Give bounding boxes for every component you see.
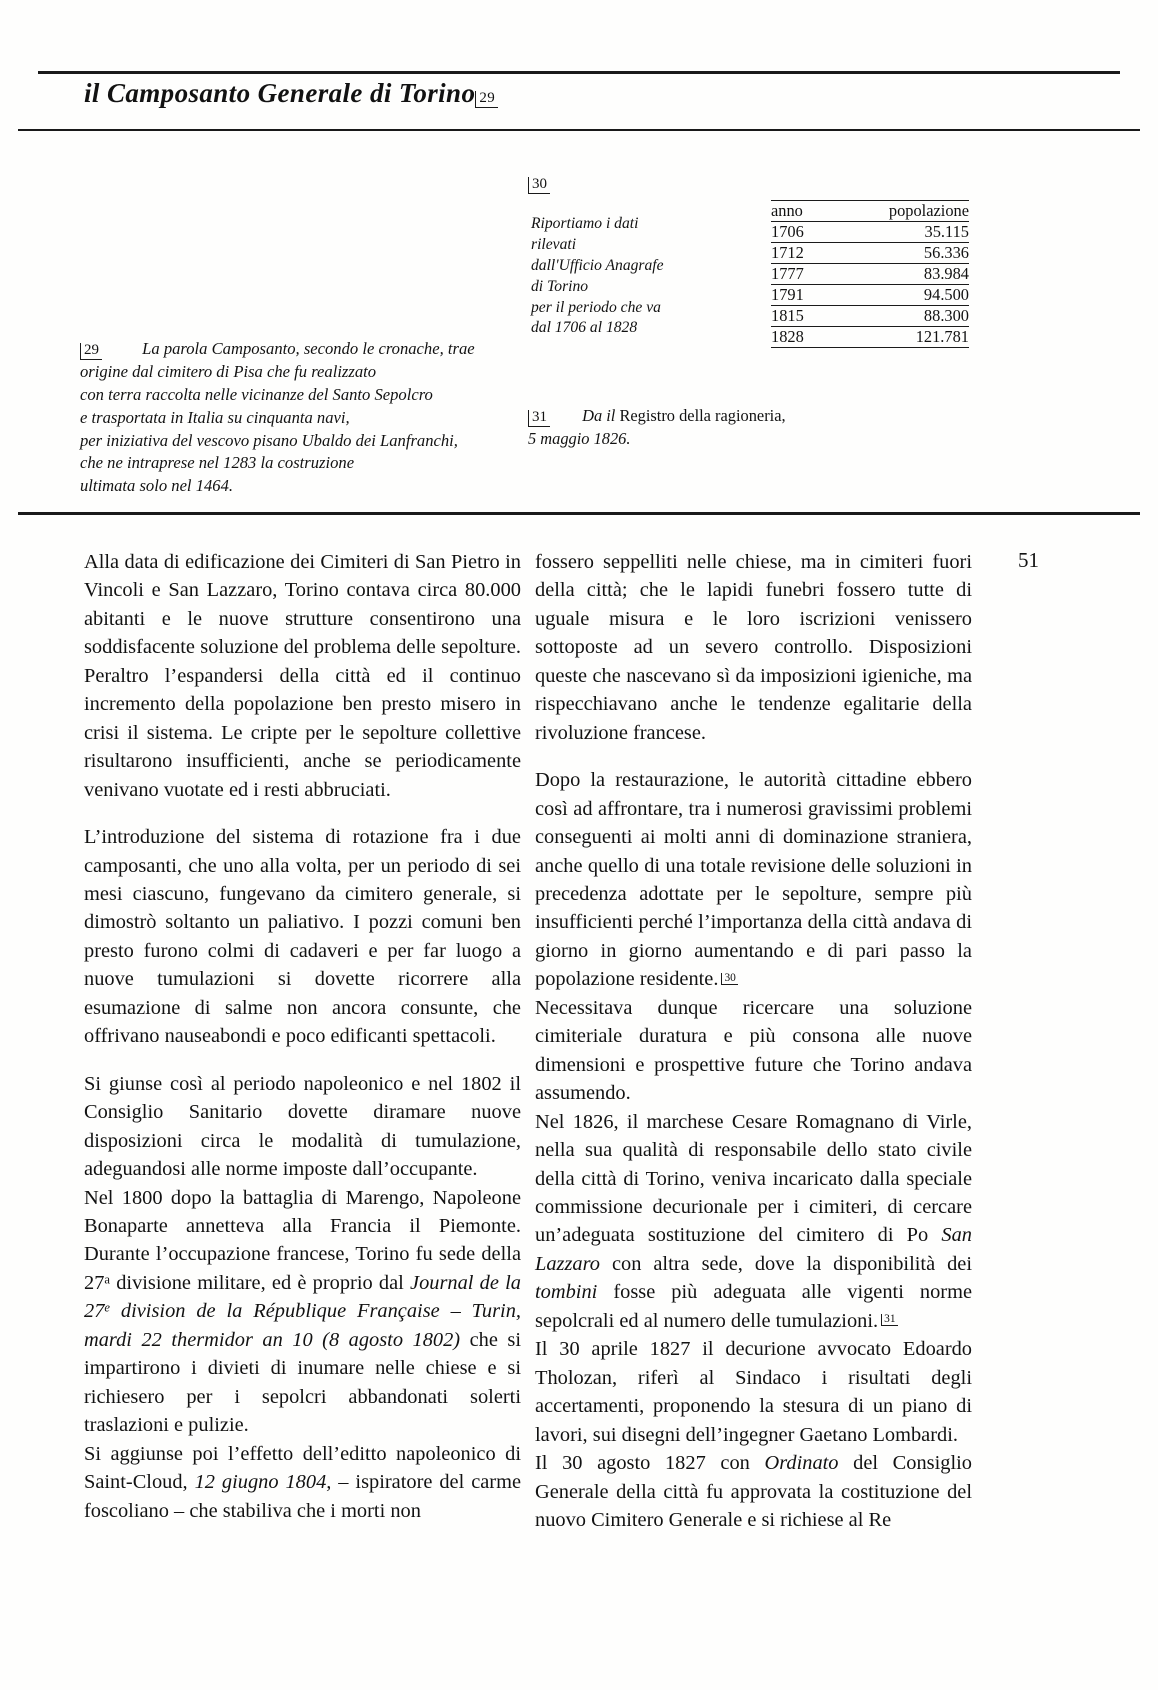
saintcloud-pre: Si aggiunse poi l’effetto dell’editto napoleonico di Saint-Cloud, — [84, 1442, 521, 1494]
table-header-row — [771, 201, 969, 222]
paragraph: Alla data di edificazione dei Cimiteri di San Pietro in Vincoli e San Lazzaro, Torino contava circa 80.000 abitanti e le nuove strutture consentirono una soddisfacente soluzione del problema delle sepolture. Peraltro l’espandersi della città ed il continuo incremento della popolazione ben presto misero in crisi il sistema. Le cripte per le sepolture collettive risultarono insufficienti, anche se periodicamente venivano vuotate ed i resti abbruciati. — [84, 551, 521, 801]
cell-popolazione: 121.781 — [828, 327, 969, 348]
table-row — [771, 306, 969, 327]
table-col-anno: anno — [771, 201, 828, 222]
paragraph-tholozan: Il 30 aprile 1827 il decurione avvocato Edoardo Tholozan, riferì al Sindaco i risultati degli accertamenti, proponendo la stesura di un piano di lavori, sui disegni dell’ingegner Gaetano Lombardi. — [535, 1338, 972, 1446]
note-reference-30: 30 — [721, 973, 737, 985]
header-rule-bottom — [18, 129, 1140, 131]
footnote-31 — [528, 405, 928, 450]
cell-anno: 1777 — [771, 264, 828, 285]
romagnano-mid: con altra sede, dove la disponibilità dei — [599, 1252, 972, 1275]
footnote-29-line-4: e trasportata in Italia su cinquanta navi, — [80, 407, 350, 427]
footnote-30-line-1: Riportiamo i dati — [531, 215, 639, 232]
footnote-31-rest: Registro della ragioneria, — [615, 406, 786, 425]
ordinato-italic: Ordinato — [764, 1452, 839, 1475]
running-head-title: il Camposanto Generale di Torino — [84, 78, 476, 108]
footnote-30-line-2: rilevati — [531, 235, 577, 253]
ordinato-post: del Consiglio Generale della città fu approvata la costituzione del nuovo Cimitero Generale e si richiese al Re — [535, 1452, 972, 1531]
footnote-31-line-2: 5 maggio 1826. — [528, 428, 631, 448]
paragraph-saint-cloud — [84, 1440, 521, 1525]
table-row — [771, 243, 969, 264]
cell-anno: 1706 — [771, 222, 828, 243]
table-row — [771, 222, 969, 243]
note-reference-31: 31 — [881, 1314, 897, 1326]
body-separator-rule — [18, 512, 1140, 515]
cell-anno: 1712 — [771, 243, 828, 264]
paragraph-marengo — [84, 1184, 521, 1440]
cell-popolazione: 83.984 — [828, 264, 969, 285]
paragraph-necessitava: Necessitava dunque ricercare una soluzione cimiteriale duratura e più consona alle nuove dimensioni e prospettive future che Torino andava assumendo. — [535, 996, 972, 1105]
romagnano-post: fosse più adeguata alle vigenti norme sepolcrali ed al numero delle tumulazioni. — [535, 1281, 972, 1332]
footnote-31-lead: Da il — [582, 406, 616, 425]
marengo-sup-a: a — [104, 1272, 110, 1287]
footnote-30-line-4: di Torino — [531, 277, 589, 295]
cell-popolazione: 35.115 — [828, 222, 969, 243]
marengo-sup-e: e — [104, 1300, 110, 1315]
table-row — [771, 327, 969, 348]
footnote-30-marker: 30 — [528, 177, 550, 194]
body-column-left — [84, 548, 521, 1544]
header-rule-top — [38, 71, 1120, 74]
marengo-pre: Nel 1800 dopo la battaglia di Marengo, Napoleone Bonaparte annetteva alla Francia il Piemonte. Durante l’occupazione francese, Torino fu sede della 27 — [84, 1186, 521, 1294]
running-head — [84, 78, 498, 109]
paragraph-restaurazione — [535, 766, 972, 994]
note-reference-29-head: 29 — [475, 91, 498, 108]
footnote-30 — [531, 214, 761, 339]
romagnano-italic-san-lazzaro: San Lazzaro — [535, 1224, 972, 1275]
table-row — [771, 285, 969, 306]
romagnano-italic-tombini: tombini — [535, 1281, 598, 1304]
table-col-popolazione: popolazione — [828, 201, 969, 222]
footnote-29-line-2: origine dal cimitero di Pisa che fu realizzato — [80, 361, 377, 381]
footnote-29-line-3: con terra raccolta nelle vicinanze del Santo Sepolcro — [80, 384, 433, 404]
footnote-29-marker: 29 — [80, 343, 102, 360]
saintcloud-post: – ispiratore del carme foscoliano – che stabiliva che i morti non — [84, 1471, 521, 1522]
paragraph: L’introduzione del sistema di rotazione fra i due camposanti, che uno alla volta, per un periodo di sei mesi ciascuno, fungevano da cimitero generale, si dimostrò soltanto un paliativo. I pozzi comuni ben presto furono colmi di cadaveri e per far luogo a nuove tumulazioni si dovette ricorrere alla esumazione di salme non ancora consunte, che offrivano nauseabondi e poco edificanti spettacoli. — [84, 826, 521, 1048]
cell-anno: 1815 — [771, 306, 828, 327]
page-number: 51 — [1018, 548, 1039, 572]
paragraph-romagnano — [535, 1108, 972, 1336]
cell-popolazione: 56.336 — [828, 243, 969, 264]
paragraph-ordinato — [535, 1449, 972, 1534]
population-table — [771, 200, 969, 348]
cell-anno: 1828 — [771, 327, 828, 348]
body-column-right — [535, 548, 972, 1534]
footnote-31-marker: 31 — [528, 410, 550, 427]
population-table-body — [771, 222, 969, 348]
paragraph: Si giunse così al periodo napoleonico e nel 1802 il Consiglio Sanitario dovette diramare nuove disposizioni circa le modalità di tumulazione, adeguandosi alle norme imposte dall’occupante. — [84, 1072, 521, 1181]
footnote-29-line-1: La parola Camposanto, secondo le cronache, trae — [142, 339, 475, 358]
footnote-29-line-7: ultimata solo nel 1464. — [80, 476, 234, 496]
ordinato-pre: Il 30 agosto 1827 con — [535, 1452, 765, 1475]
footnote-29 — [80, 338, 532, 498]
footnote-30-marker-wrap — [528, 176, 550, 194]
table-row — [771, 264, 969, 285]
marengo-italic-2: division de la République Française – Turin, mardi 22 thermidor an 10 (8 agosto 1802) — [84, 1300, 521, 1351]
paragraph: fossero seppelliti nelle chiese, ma in cimiteri fuori della città; che le lapidi funebri fossero tutte di uguale misura e le loro iscrizioni venissero sottoposte ad un severo controllo. Disposizioni queste che nascevano sì da imposizioni igieniche, ma rispecchiavano anche le tendenze egalitarie della rivoluzione francese. — [535, 551, 972, 744]
footnote-29-line-6: che ne intraprese nel 1283 la costruzione — [80, 453, 355, 473]
romagnano-pre: Nel 1826, il marchese Cesare Romagnano di Virle, nella sua qualità di responsabile dello stato civile della città di Torino, veniva incaricato dalla speciale commissione decurionale per i cimiteri, di cercare un’adeguata sostituzione del cimitero di Po — [535, 1110, 972, 1247]
marengo-mid: divisione militare, ed è proprio dal — [110, 1271, 411, 1294]
cell-popolazione: 94.500 — [828, 285, 969, 306]
footnote-30-line-3: dall'Ufficio Anagrafe — [531, 256, 664, 274]
restaurazione-text: Dopo la restaurazione, le autorità cittadine ebbero così ad affrontare, tra i numerosi gravissimi problemi conseguenti ai molti anni di dominazione straniera, anche quello di una totale revisione delle soluzioni in precedenza adottate per le sepolture, sempre più insufficienti perché l’importanza della città andava di giorno in giorno aumentando e di pari passo la popolazione residente. — [535, 769, 972, 991]
marengo-post: che si impartirono i divieti di inumare nelle chiese e si richiesero per i sepolcri abbandonati solerti traslazioni e pulizie. — [84, 1328, 521, 1437]
marengo-italic-1: Journal de la 27 — [84, 1271, 522, 1323]
footnote-30-line-6: dal 1706 al 1828 — [531, 319, 638, 337]
cell-anno: 1791 — [771, 285, 828, 306]
cell-popolazione: 88.300 — [828, 306, 969, 327]
saintcloud-italic-date: 12 giugno 1804, — [194, 1471, 332, 1494]
footnote-30-line-5: per il periodo che va — [531, 298, 661, 316]
footnote-29-line-5: per iniziativa del vescovo pisano Ubaldo dei Lanfranchi, — [80, 430, 458, 450]
